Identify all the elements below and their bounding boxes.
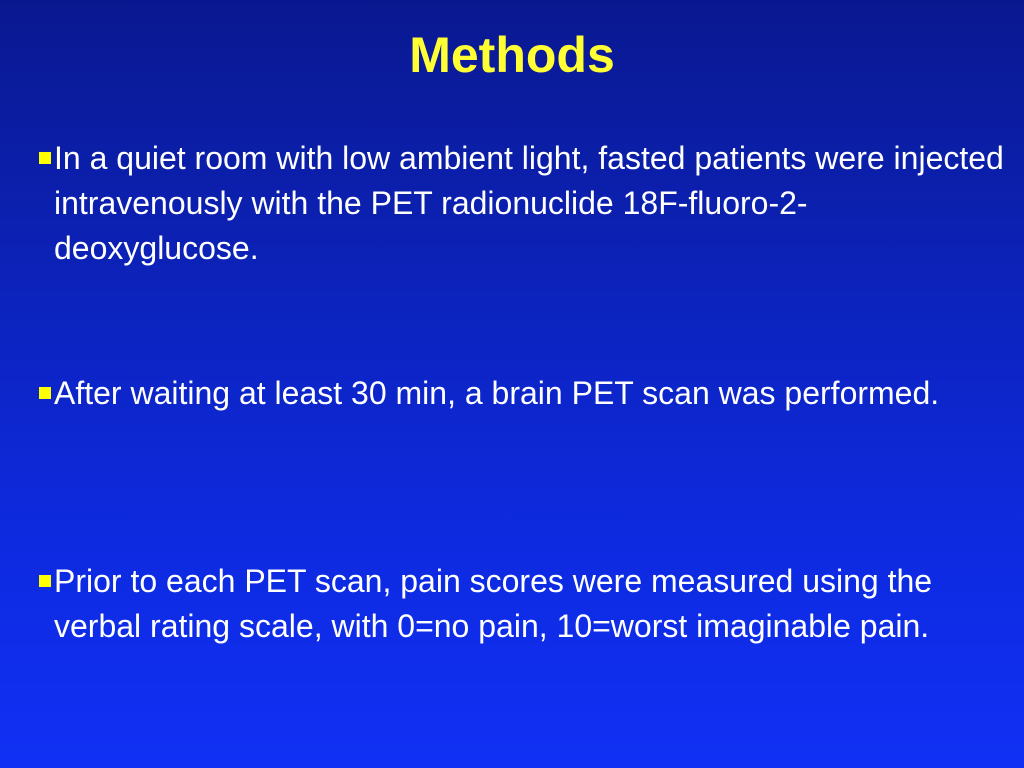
square-bullet-icon: [39, 387, 51, 399]
bullet-item-1: [36, 136, 1008, 271]
square-bullet-icon: [39, 152, 51, 164]
bullet-text-1: In a quiet room with low ambient light, fasted patients were injected intravenously with the PET radionuclide 18F-fluoro-2-deoxyglucose.: [54, 140, 1004, 266]
bullet-text-3: Prior to each PET scan, pain scores were measured using the verbal rating scale, with 0=no pain, 10=worst imaginable pain.: [54, 563, 933, 644]
bullet-text-2: After waiting at least 30 min, a brain PET scan was performed.: [54, 375, 940, 411]
bullet-item-3: [36, 559, 1008, 649]
bullet-item-2: [36, 371, 1008, 416]
square-bullet-icon: [39, 575, 51, 587]
slide-title: Methods: [409, 27, 615, 83]
